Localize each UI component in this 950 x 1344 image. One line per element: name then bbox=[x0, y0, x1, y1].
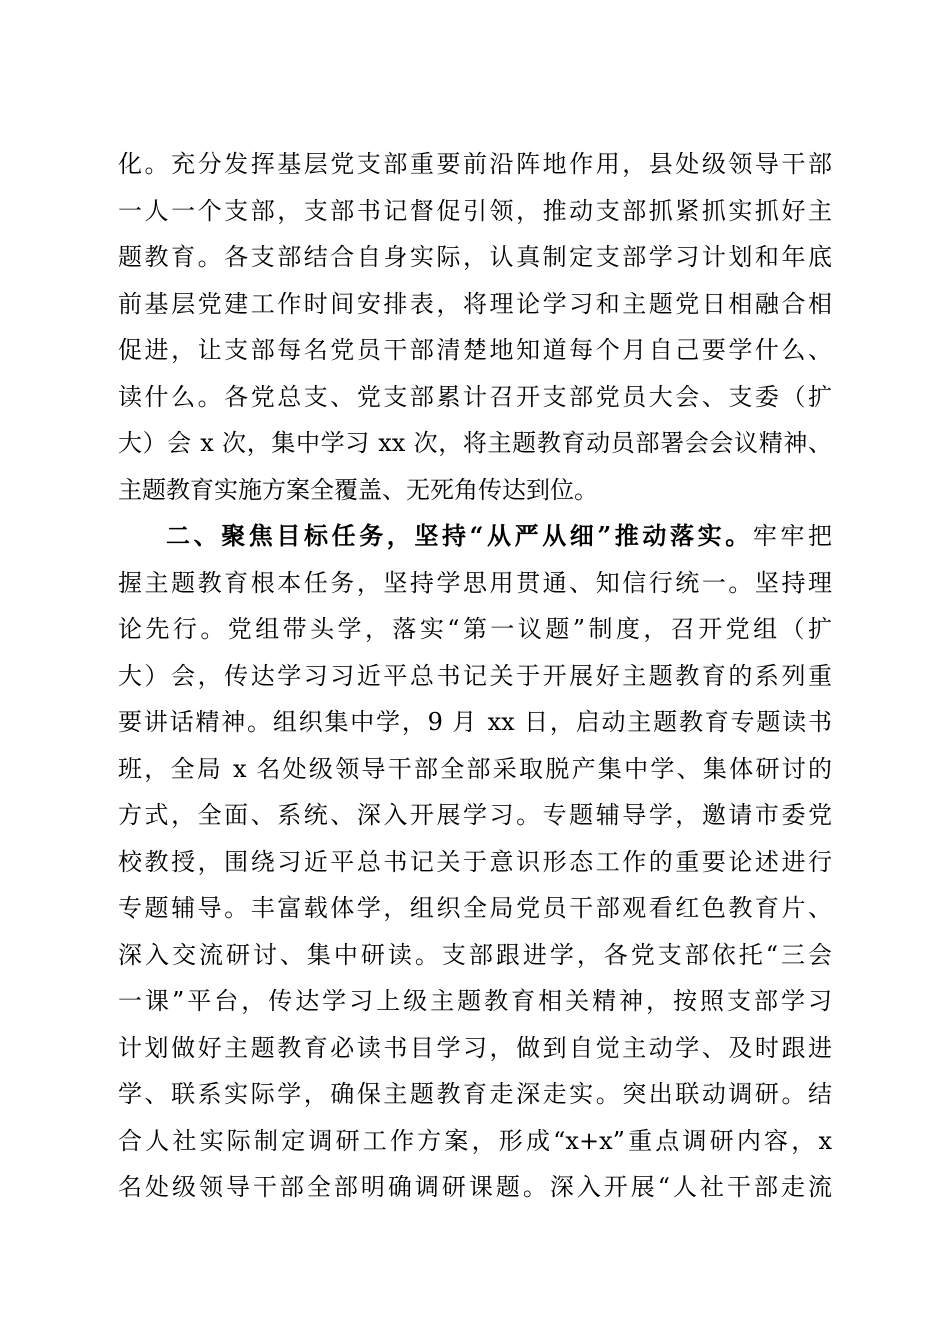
text-line: 合人社实际制定调研工作方案，形成“x+x”重点调研内容，x bbox=[118, 1126, 832, 1155]
text-line: 论先行。党组带头学，落实“第一议题”制度，召开党组（扩 bbox=[118, 615, 832, 643]
text-line: 促进，让支部每名党员干部清楚地知道每个月自己要学什么、 bbox=[118, 336, 832, 364]
text-line: 专题辅导。丰富载体学，组织全局党员干部观看红色教育片、 bbox=[118, 894, 832, 922]
text-line: 班，全局 x 名处级领导干部全部采取脱产集中学、集体研讨的 bbox=[118, 754, 832, 783]
text-line: 一课”平台，传达学习上级主题教育相关精神，按照支部学习 bbox=[118, 987, 832, 1015]
text-line: 学、联系实际学，确保主题教育走深走实。突出联动调研。结 bbox=[118, 1080, 832, 1108]
text-line: 计划做好主题教育必读书目学习，做到自觉主动学、及时跟进 bbox=[118, 1033, 832, 1062]
paragraph-2-first-line bbox=[118, 513, 832, 560]
section-heading: 二、聚焦目标任务，坚持“从严从细”推动落实。 bbox=[166, 521, 753, 550]
text-line: 大）会 x 次，集中学习 xx 次，将主题教育动员部署会会议精神、 bbox=[118, 429, 832, 457]
text-line: 方式，全面、系统、深入开展学习。专题辅导学，邀请市委党 bbox=[118, 801, 832, 829]
text-line: 化。充分发挥基层党支部重要前沿阵地作用，县处级领导干部 bbox=[118, 150, 832, 178]
text-line: 要讲话精神。组织集中学，9 月 xx 日，启动主题教育专题读书 bbox=[118, 708, 832, 736]
text-line: 读什么。各党总支、党支部累计召开支部党员大会、支委（扩 bbox=[118, 382, 832, 411]
text-line: 一人一个支部，支部书记督促引领，推动支部抓紧抓实抓好主 bbox=[118, 196, 832, 225]
text-line: 校教授，围绕习近平总书记关于意识形态工作的重要论述进行 bbox=[118, 847, 832, 876]
text-line: 名处级领导干部全部明确调研课题。深入开展“人社干部走流 bbox=[118, 1173, 832, 1201]
paragraph-2 bbox=[118, 513, 832, 1211]
text-line: 握主题教育根本任务，坚持学思用贯通、知信行统一。坚持理 bbox=[118, 568, 832, 597]
body-text bbox=[118, 141, 832, 1211]
text-line: 题教育。各支部结合自身实际，认真制定支部学习计划和年底 bbox=[118, 243, 832, 271]
heading-continuation: 牢牢把 bbox=[752, 522, 833, 550]
text-line: 大）会，传达学习习近平总书记关于开展好主题教育的系列重 bbox=[118, 661, 832, 690]
paragraph-1 bbox=[118, 141, 832, 513]
text-line: 前基层党建工作时间安排表，将理论学习和主题党日相融合相 bbox=[118, 289, 832, 318]
text-line: 深入交流研讨、集中研读。支部跟进学，各党支部依托“三会 bbox=[118, 940, 832, 969]
text-line: 主题教育实施方案全覆盖、无死角传达到位。 bbox=[118, 475, 598, 504]
